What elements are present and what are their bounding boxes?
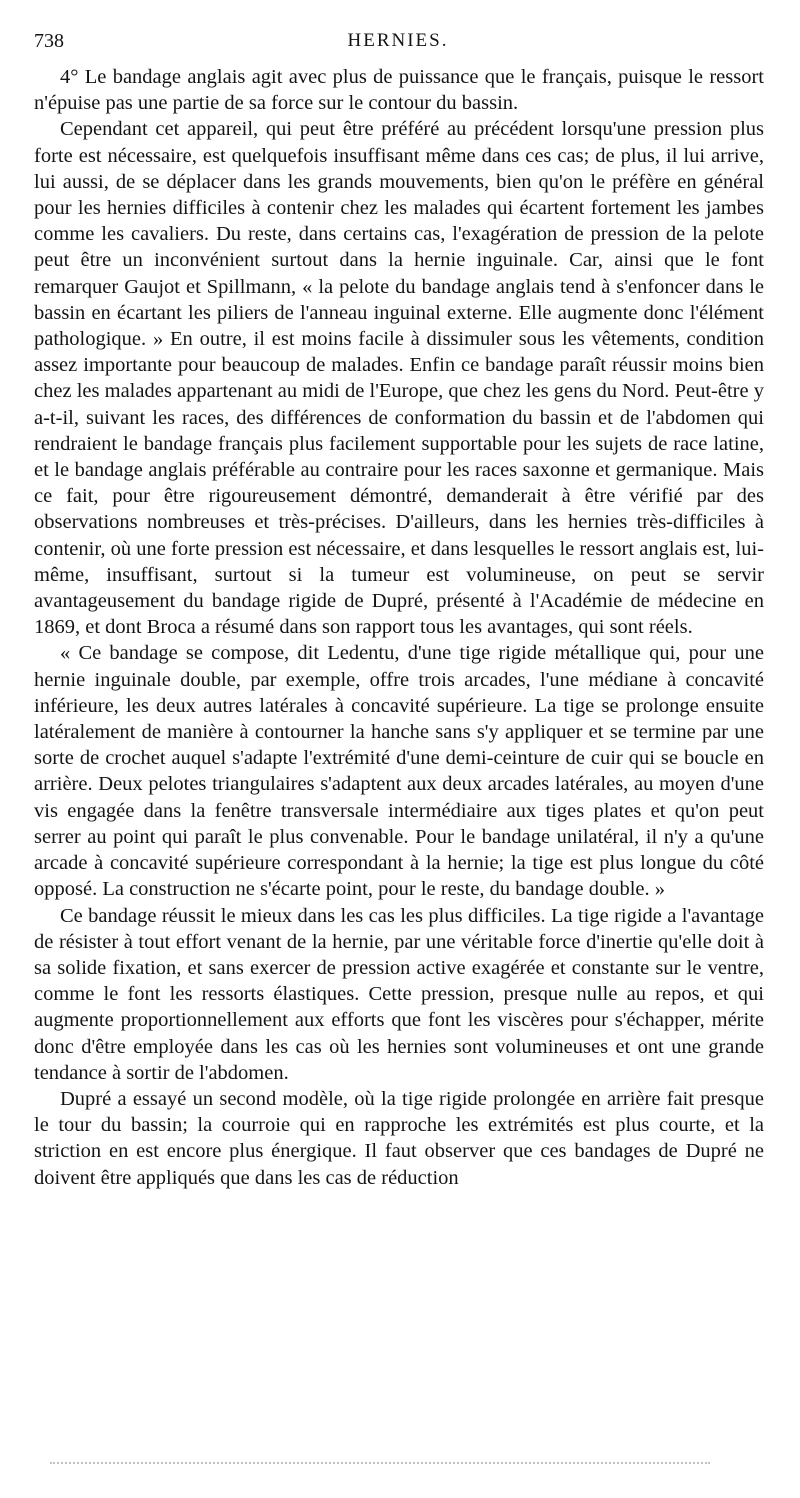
body-text bbox=[34, 64, 764, 1191]
paragraph-rigid-truss-advantages: Ce bandage réussit le mieux dans les cas les plus difficiles. La tige rigide a l'avantage de résister à tout effort venant de la hernie, par une véritable force d'inertie qu'elle doit à sa solide fixation, et sans exercer de pression active exagérée et constante sur le ventre, comme le font les ressorts élastiques. Cette pression, presque nulle au repos, et qui augmente proportionnellement aux efforts que font les viscères pour s'échapper, mérite donc d'être employée dans les cas où les hernies sont volumineuses et ont une grande tendance à sortir de l'abdomen. bbox=[34, 904, 764, 1084]
running-title: HERNIES. bbox=[347, 30, 449, 51]
paragraph-ledentu-quote: « Ce bandage se compose, dit Ledentu, d'une tige rigide métallique qui, pour une hernie inguinale double, par exemple, offre trois arcades, l'une médiane à concavité inférieure, les deux autres latérales à concavité supérieure. La tige se prolonge ensuite latéralement de manière à contourner la hanche sans s'y appliquer et se termine par une sorte de crochet auquel s'adapte l'extrémité d'une demi-ceinture de cuir qui se boucle en arrière. Deux pelotes triangulaires s'adaptent aux deux arcades latérales, au moyen d'une vis engagée dans la fenêtre transversale intermédiaire aux tiges plates et qu'on peut serrer au point qui paraît le plus convenable. Pour le bandage unilatéral, il n'y a qu'une arcade à concavité supérieure correspondant à la hernie; la tige est plus longue du côté opposé. La construction ne s'écarte point, pour le reste, du bandage double. » bbox=[34, 642, 764, 901]
paragraph-english-truss: 4° Le bandage anglais agit avec plus de puissance que le français, puisque le ressort n'épuise pas une partie de sa force sur le contour du bassin. bbox=[34, 66, 764, 115]
paragraph-english-truss-drawbacks: Cependant cet appareil, qui peut être préféré au précédent lorsqu'une pression plus forte est nécessaire, est quelquefois insuffisant même dans ces cas; de plus, il lui arrive, lui aussi, de se déplacer dans les grands mouvements, bien qu'on le préfère en général pour les hernies difficiles à contenir chez les malades qui écartent fortement les jambes comme les cavaliers. Du reste, dans certains cas, l'exagération de pression de la pelote peut être un inconvénient surtout dans la hernie inguinale. Car, ainsi que le font remarquer Gaujot et Spillmann, « la pelote du bandage anglais tend à s'enfoncer dans le bassin en écartant les piliers de l'anneau inguinal externe. Elle augmente donc l'élément pathologique. » En outre, il est moins facile à dissimuler sous les vêtements, condition assez importante pour beaucoup de malades. Enfin ce bandage paraît réussir moins bien chez les malades appartenant au midi de l'Europe, que chez les gens du Nord. Peut-être y a-t-il, suivant les races, des différences de conformation du bassin et de l'abdomen qui rendraient le bandage français plus facilement supportable pour les sujets de race latine, et le bandage anglais préférable au contraire pour les races saxonne et germanique. Mais ce fait, pour être rigoureusement démontré, demanderait à être vérifié par des observations nombreuses et très-précises. D'ailleurs, dans les hernies très-difficiles à contenir, où une forte pression est nécessaire, et dans lesquelles le ressort anglais est, lui-même, insuffisant, surtout si la tumeur est volumineuse, on peut se servir avantageusement du bandage rigide de Dupré, présenté à l'Académie de médecine en 1869, et dont Broca a résumé dans son rapport tous les avantages, qui sont réels. bbox=[34, 118, 764, 639]
running-head bbox=[34, 28, 762, 54]
paragraph-dupre-second-model: Dupré a essayé un second modèle, où la tige rigide prolongée en arrière fait presque le tour du bassin; la courroie qui en rapproche les extrémités est plus courte, et la striction en est encore plus énergique. Il faut observer que ces bandages de Dupré ne doivent être appliqués que dans les cas de réduction bbox=[34, 1087, 764, 1189]
page-number: 738 bbox=[34, 30, 64, 52]
footer-rule bbox=[50, 1462, 710, 1464]
